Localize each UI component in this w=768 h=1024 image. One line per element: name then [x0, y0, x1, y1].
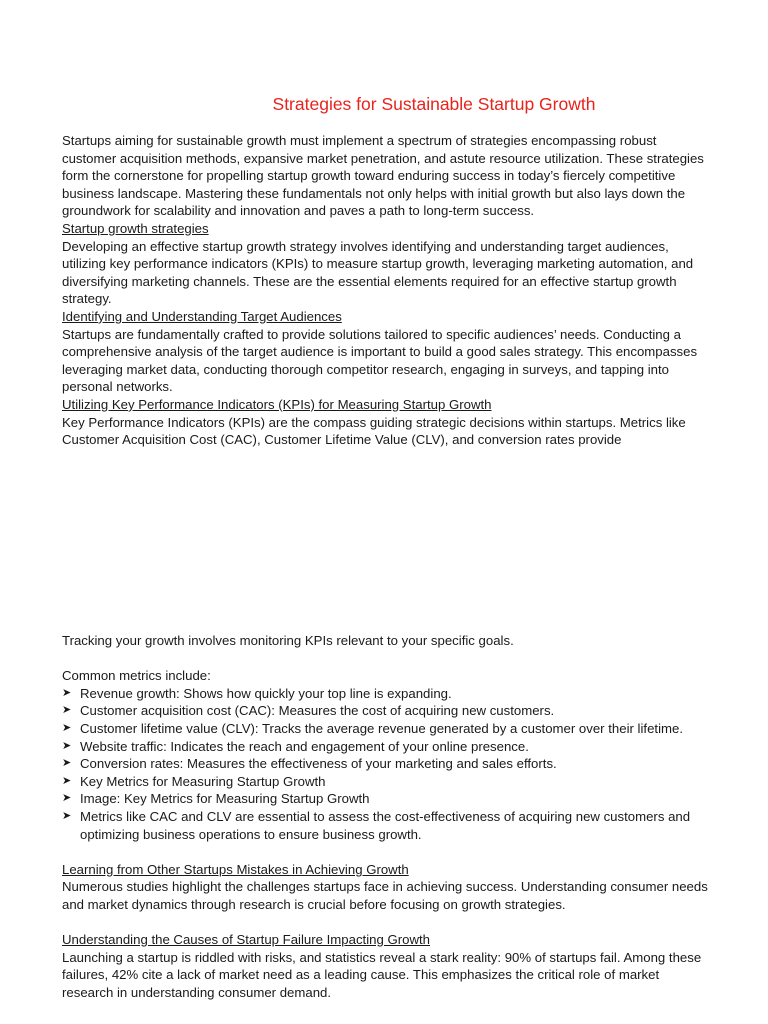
arrow-bullet-icon: ➤ [62, 721, 72, 734]
kpis-paragraph: Key Performance Indicators (KPIs) are the compass guiding strategic decisions within startups. Metrics like Customer Acquisition Cost (CAC), Customer Lifetime Value (CLV), and conversion rates provide [62, 414, 686, 448]
failure-paragraph: Launching a startup is riddled with risks, and statistics reveal a stark reality: 90% of startups fail. Among these failures, 42% cite a lack of market need as a leading cause. This emphasizes the critical role of market research in understanding consumer demand. [62, 949, 702, 1000]
list-item: ➤ Image: Key Metrics for Measuring Startup Growth [62, 791, 370, 807]
heading-learning-mistakes: Learning from Other Startups Mistakes in Achieving Growth [62, 861, 409, 877]
list-item: ➤ Metrics like CAC and CLV are essential to assess the cost-effectiveness of acquiring new customers and optimizing business operations to ensure business growth. [62, 808, 691, 842]
upper-text-block [62, 132, 712, 449]
arrow-bullet-icon: ➤ [62, 686, 72, 699]
heading-growth-strategies: Startup growth strategies [62, 220, 209, 236]
arrow-bullet-icon: ➤ [62, 757, 72, 770]
list-item: ➤ Revenue growth: Shows how quickly your top line is expanding. [62, 685, 452, 701]
arrow-bullet-icon: ➤ [62, 809, 72, 822]
learning-paragraph: Numerous studies highlight the challenges startups face in achieving success. Understanding consumer needs and market dynamics through research is crucial before focusing on growth strategies. [62, 879, 708, 912]
list-item: ➤ Customer lifetime value (CLV): Tracks the average revenue generated by a customer over their lifetime. [62, 720, 683, 736]
arrow-bullet-icon: ➤ [62, 774, 72, 787]
arrow-bullet-icon: ➤ [62, 792, 72, 805]
intro-paragraph: Startups aiming for sustainable growth must implement a spectrum of strategies encompassing robust customer acquisition methods, expansive market penetration, and astute resource utilization. These strategies form the cornerstone for propelling startup growth toward enduring success in today’s fiercely competitive business landscape. Mastering these fundamentals not only helps with initial growth but also lays down the groundwork for scalability and innovation and paves a path to long-term success. [62, 133, 704, 219]
list-item: ➤ Website traffic: Indicates the reach and engagement of your online presence. [62, 738, 529, 754]
list-item: ➤ Customer acquisition cost (CAC): Measures the cost of acquiring new customers. [62, 703, 555, 719]
list-item: ➤ Key Metrics for Measuring Startup Growth [62, 773, 326, 789]
metrics-list [62, 685, 712, 843]
heading-target-audiences: Identifying and Understanding Target Audiences [62, 308, 342, 324]
heading-kpis: Utilizing Key Performance Indicators (KPIs) for Measuring Startup Growth [62, 396, 492, 412]
arrow-bullet-icon: ➤ [62, 739, 72, 752]
list-item: ➤ Conversion rates: Measures the effectiveness of your marketing and sales efforts. [62, 756, 557, 772]
lower-text-block [62, 632, 712, 1001]
tracking-paragraph: Tracking your growth involves monitoring KPIs relevant to your specific goals. [62, 633, 514, 648]
growth-strategies-paragraph: Developing an effective startup growth strategy involves identifying and understanding target audiences, utilizing key performance indicators (KPIs) to measure startup growth, leveraging marketing automation, and diversifying marketing channels. These are the essential elements required for an effective startup growth strategy. [62, 238, 694, 307]
document-title: Strategies for Sustainable Startup Growth [272, 94, 596, 114]
page-bottom-edge [0, 1004, 768, 1024]
target-audiences-paragraph: Startups are fundamentally crafted to provide solutions tailored to specific audiences’ needs. Conducting a comprehensive analysis of the target audience is important to build a good sales strategy. This encompasses leveraging market data, conducting thorough competitor research, engaging in surveys, and tapping into personal networks. [62, 326, 698, 395]
arrow-bullet-icon: ➤ [62, 704, 72, 717]
metrics-intro: Common metrics include: [62, 668, 211, 684]
heading-startup-failure: Understanding the Causes of Startup Failure Impacting Growth [62, 932, 430, 948]
